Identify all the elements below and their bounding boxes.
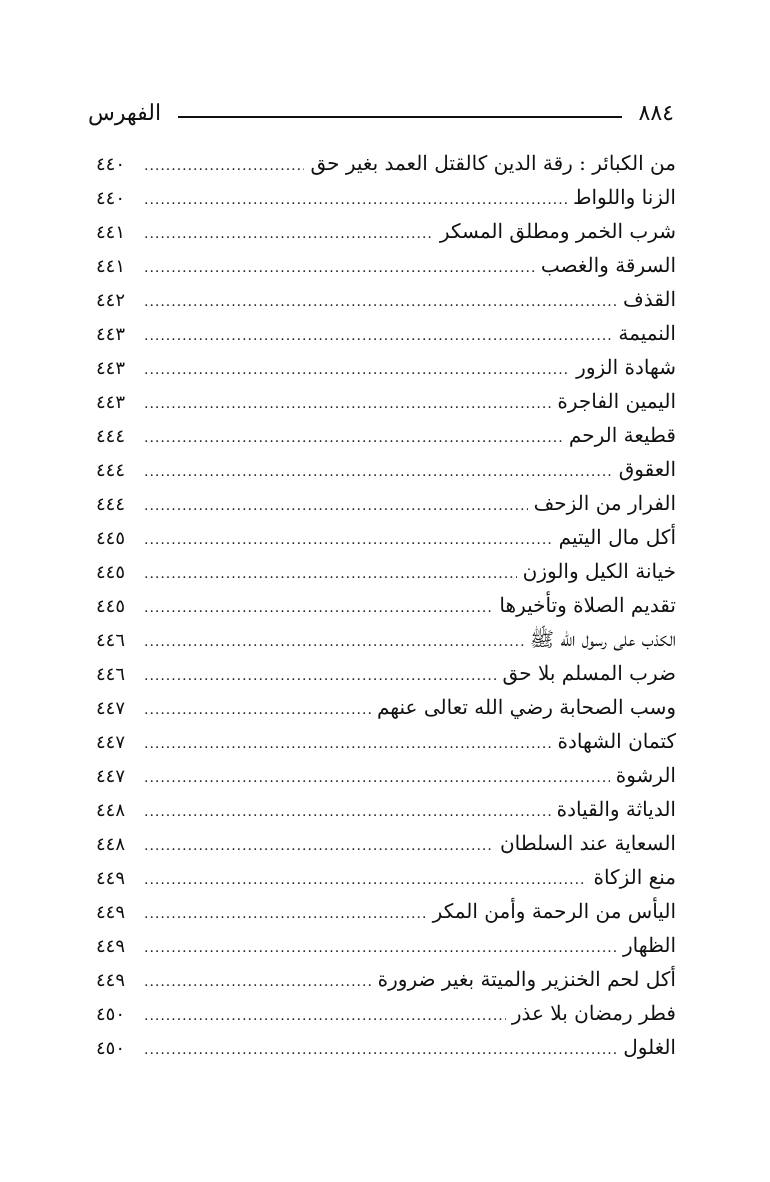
toc-entry-title: فطر رمضان بلا عذر <box>511 1001 676 1025</box>
toc-entry <box>96 554 676 588</box>
toc-entry-page: ٤٤٧ <box>96 698 126 719</box>
toc-entry-page: ٤٤٣ <box>96 358 126 379</box>
dot-leader <box>144 523 553 557</box>
toc-entry <box>96 248 676 282</box>
toc-entry-title: أكل مال اليتيم <box>558 525 676 549</box>
toc-entry <box>96 282 676 316</box>
dot-leader <box>144 591 493 625</box>
toc-entry-title: الغلول <box>623 1035 676 1059</box>
toc-entry-title: منع الزكاة <box>593 865 676 889</box>
toc-entry-title: النميمة <box>618 321 676 345</box>
toc-entry-page: ٤٤١ <box>96 222 126 243</box>
toc-entry-page: ٤٤٨ <box>96 800 126 821</box>
dot-leader <box>144 829 494 863</box>
toc-entry-page: ٤٤٩ <box>96 868 126 889</box>
toc-entry-page: ٤٤٦ <box>96 664 126 685</box>
dot-leader <box>144 455 613 489</box>
dot-leader <box>144 285 617 319</box>
toc-entry-page: ٤٤٣ <box>96 324 126 345</box>
toc-entry <box>96 622 676 656</box>
toc-entry-title: العقوق <box>618 457 676 481</box>
toc-entry-page: ٤٥٠ <box>96 1004 126 1025</box>
toc-entry <box>96 860 676 894</box>
toc-entry-page: ٤٤٤ <box>96 426 126 447</box>
table-of-contents <box>96 146 676 1064</box>
toc-entry-title: القذف <box>623 287 676 311</box>
dot-leader <box>144 897 427 931</box>
toc-entry-title: اليمين الفاجرة <box>557 389 676 413</box>
toc-entry <box>96 452 676 486</box>
dot-leader <box>144 625 524 659</box>
page-header <box>88 100 674 132</box>
dot-leader <box>144 761 610 795</box>
toc-entry-title: الفرار من الزحف <box>533 491 676 515</box>
toc-entry-page: ٤٤٥ <box>96 562 126 583</box>
toc-entry <box>96 690 676 724</box>
toc-entry <box>96 962 676 996</box>
toc-entry-title: شرب الخمر ومطلق المسكر <box>439 219 676 243</box>
toc-entry-page: ٤٤٠ <box>96 188 126 209</box>
toc-entry-title: وسب الصحابة رضي الله تعالى عنهم <box>376 695 676 719</box>
toc-entry <box>96 180 676 214</box>
toc-entry-page: ٤٤٢ <box>96 290 126 311</box>
dot-leader <box>144 931 617 965</box>
toc-entry-page: ٤٤٥ <box>96 528 126 549</box>
toc-entry-title: الرشوة <box>615 763 676 787</box>
toc-entry-title: من الكبائر : رقة الدين كالقتل العمد بغير حق <box>310 151 676 175</box>
dot-leader <box>144 727 552 761</box>
toc-entry-page: ٤٤٦ <box>96 630 126 651</box>
toc-entry <box>96 214 676 248</box>
dot-leader <box>144 659 497 693</box>
toc-entry-title: اليأس من الرحمة وأمن المكر <box>432 899 676 923</box>
dot-leader <box>144 557 517 591</box>
toc-entry-page: ٤٤٠ <box>96 154 126 175</box>
dot-leader <box>144 1033 617 1067</box>
dot-leader <box>144 863 587 897</box>
toc-entry <box>96 996 676 1030</box>
dot-leader <box>144 795 551 829</box>
toc-entry-page: ٤٤٤ <box>96 460 126 481</box>
toc-entry-page: ٤٥٠ <box>96 1038 126 1059</box>
toc-entry <box>96 418 676 452</box>
toc-entry-page: ٤٤٨ <box>96 834 126 855</box>
dot-leader <box>144 353 570 387</box>
toc-entry <box>96 146 676 180</box>
toc-entry <box>96 1030 676 1064</box>
dot-leader <box>144 421 563 455</box>
page-number: ٨٨٤ <box>638 101 674 126</box>
toc-entry <box>96 588 676 622</box>
toc-entry-title: الكذب على رسول الله ﷺ <box>529 627 676 651</box>
dot-leader <box>144 319 612 353</box>
toc-entry <box>96 826 676 860</box>
toc-entry-title: الزنا واللواط <box>572 185 676 209</box>
header-rule <box>178 116 622 118</box>
toc-entry-title: ضرب المسلم بلا حق <box>502 661 676 685</box>
running-title: الفهرس <box>88 101 162 126</box>
toc-entry-title: تقديم الصلاة وتأخيرها <box>499 593 676 617</box>
toc-entry-title: قطيعة الرحم <box>568 423 676 447</box>
dot-leader <box>144 183 567 217</box>
toc-entry <box>96 792 676 826</box>
toc-entry-page: ٤٤٥ <box>96 596 126 617</box>
dot-leader <box>144 217 434 251</box>
toc-entry-page: ٤٤٩ <box>96 902 126 923</box>
toc-entry-page: ٤٤٤ <box>96 494 126 515</box>
toc-entry-title: الدياثة والقيادة <box>556 797 676 821</box>
toc-entry-title: الظهار <box>622 933 676 957</box>
toc-entry <box>96 724 676 758</box>
dot-leader <box>144 693 371 727</box>
dot-leader <box>144 965 372 999</box>
toc-entry <box>96 928 676 962</box>
dot-leader <box>144 489 528 523</box>
toc-entry-title: شهادة الزور <box>576 355 676 379</box>
toc-entry-page: ٤٤٧ <box>96 732 126 753</box>
toc-entry-title: السرقة والغصب <box>540 253 676 277</box>
toc-entry <box>96 350 676 384</box>
toc-entry-title: السعاية عند السلطان <box>499 831 676 855</box>
toc-entry-page: ٤٤٣ <box>96 392 126 413</box>
dot-leader <box>144 387 551 421</box>
dot-leader <box>144 999 506 1033</box>
dot-leader <box>144 149 304 183</box>
toc-entry <box>96 656 676 690</box>
toc-entry <box>96 316 676 350</box>
toc-entry-page: ٤٤٩ <box>96 936 126 957</box>
toc-entry <box>96 520 676 554</box>
toc-entry-page: ٤٤٩ <box>96 970 126 991</box>
toc-entry <box>96 384 676 418</box>
toc-entry-page: ٤٤١ <box>96 256 126 277</box>
toc-entry-page: ٤٤٧ <box>96 766 126 787</box>
toc-entry <box>96 894 676 928</box>
toc-entry-title: كتمان الشهادة <box>557 729 676 753</box>
toc-entry-title: أكل لحم الخنزير والميتة بغير ضرورة <box>377 967 676 991</box>
toc-entry-title: خيانة الكيل والوزن <box>522 559 676 583</box>
dot-leader <box>144 251 535 285</box>
toc-entry <box>96 486 676 520</box>
toc-entry <box>96 758 676 792</box>
